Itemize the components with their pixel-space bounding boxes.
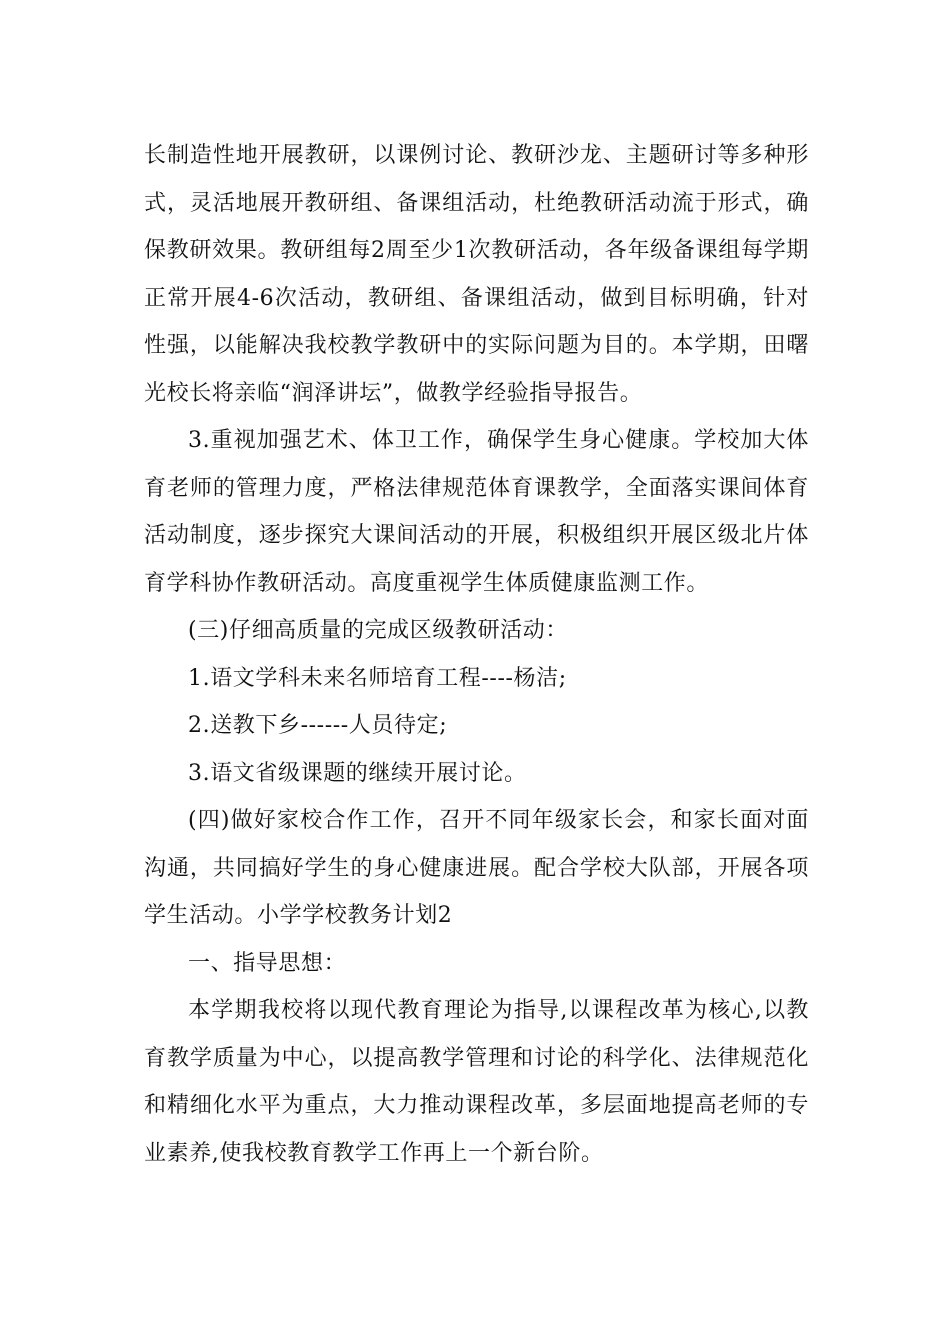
paragraph-item-3: 3.重视加强艺术、体卫工作，确保学生身心健康。学校加大体育老师的管理力度，严格法律规范体育课教学，全面落实课间体育活动制度，逐步探究大课间活动的开展，积极组织开展区级北片体育学科协作教研活动。高度重视学生体质健康监测工作。 <box>144 428 809 596</box>
document-body <box>144 132 809 1177</box>
paragraph-section-4: (四)做好家校合作工作，召开不同年级家长会，和家长面对面沟通，共同搞好学生的身心健康进展。配合学校大队部，开展各项学生活动。小学学校教务计划2 <box>144 808 809 928</box>
paragraph-guiding: 本学期我校将以现代教育理论为指导,以课程改革为核心,以教育教学质量为中心，以提高教学管理和讨论的科学化、法律规范化和精细化水平为重点，大力推动课程改革，多层面地提高老师的专业素养,使我校教育教学工作再上一个新台阶。 <box>144 998 809 1166</box>
paragraph-continuation: 长制造性地开展教研，以课例讨论、教研沙龙、主题研讨等多种形式，灵活地展开教研组、备课组活动，杜绝教研活动流于形式，确保教研效果。教研组每2周至少1次教研活动，各年级备课组每学期正常开展4-6次活动，教研组、备课组活动，做到目标明确，针对性强，以能解决我校教学教研中的实际问题为目的。本学期，田曙光校长将亲临“润泽讲坛”，做教学经验指导报告。 <box>144 143 809 406</box>
list-item-2: 2.送教下乡------人员待定; <box>188 713 448 738</box>
list-item-3: 3.语文省级课题的继续开展讨论。 <box>188 760 527 786</box>
section-heading-guiding: 一、指导思想： <box>188 950 347 976</box>
list-item-1: 1.语文学科未来名师培育工程----杨洁; <box>188 665 567 691</box>
section-heading-3: (三)仔细高质量的完成区级教研活动： <box>188 618 568 643</box>
